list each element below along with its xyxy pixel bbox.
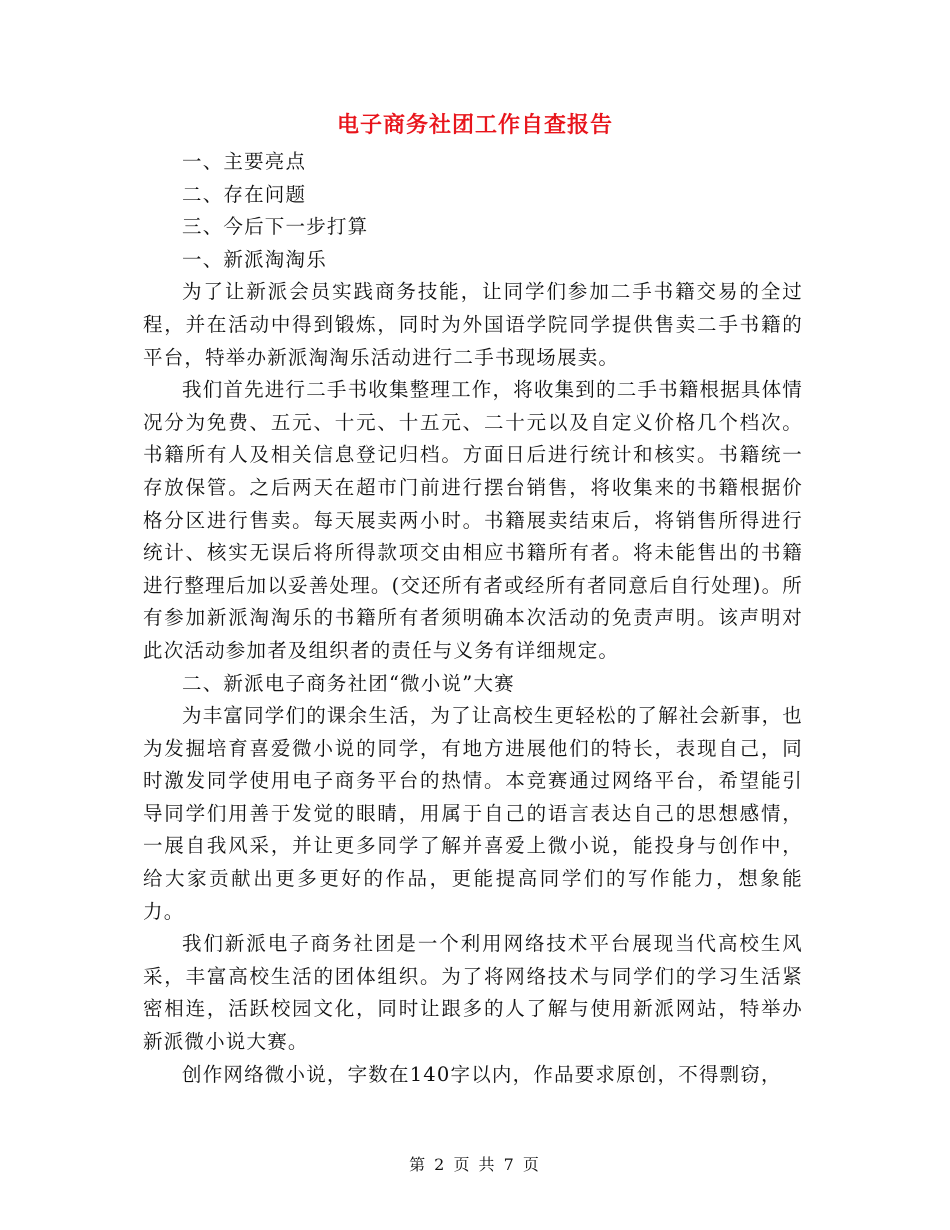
document-title: 电子商务社团工作自查报告 — [336, 112, 613, 138]
outline-item: 一、主要亮点 — [182, 150, 307, 173]
outline-item: 二、存在问题 — [182, 182, 307, 206]
outline-item: 三、今后下一步打算 — [182, 215, 369, 239]
page-footer — [0, 1153, 950, 1177]
body-paragraph: 我们新派电子商务社团是一个利用网络技术平台展现当代高校生风采，丰富高校生活的团体组织。为了将网络技术与同学们的学习生活紧密相连，活跃校园文化，同时让跟多的人了解与使用新派网站，特举办新派微小说大赛。 — [143, 932, 803, 1054]
section-heading: 二、新派电子商务社团“微小说”大赛 — [182, 671, 515, 695]
document-body — [143, 146, 803, 1091]
section-heading: 一、新派淘淘乐 — [182, 247, 327, 271]
body-paragraph: 为了让新派会员实践商务技能，让同学们参加二手书籍交易的全过程，并在活动中得到锻炼，同时为外国语学院同学提供售卖二手书籍的平台，特举办新派淘淘乐活动进行二手书现场展卖。 — [143, 280, 803, 369]
body-paragraph: 创作网络微小说，字数在140字以内，作品要求原创，不得剽窃， — [182, 1062, 782, 1086]
body-paragraph: 我们首先进行二手书收集整理工作，将收集到的二手书籍根据具体情况分为免费、五元、十元、十五元、二十元以及自定义价格几个档次。书籍所有人及相关信息登记归档。方面日后进行统计和核实。书籍统一存放保管。之后两天在超市门前进行摆台销售，将收集来的书籍根据价格分区进行售卖。每天展卖两小时。书籍展卖结束后，将销售所得进行统计、核实无误后将所得款项交由相应书籍所有者。将未能售出的书籍进行整理后加以妥善处理。(交还所有者或经所有者同意后自行处理)。所有参加新派淘淘乐的书籍所有者须明确本次活动的免责声明。该声明对此次活动参加者及组织者的责任与义务有详细规定。 — [143, 378, 804, 662]
body-paragraph: 为丰富同学们的课余生活，为了让高校生更轻松的了解社会新事，也为发掘培育喜爱微小说的同学，有地方进展他们的特长，表现自己，同时激发同学使用电子商务平台的热情。本竞赛通过网络平台，希望能引导同学们用善于发觉的眼睛，用属于自己的语言表达自己的思想感情，一展自我风采，并让更多同学了解并喜爱上微小说，能投身与创作中，给大家贡献出更多更好的作品，更能提高同学们的写作能力，想象能力。 — [143, 704, 804, 923]
page-number: 第 2 页 共 7 页 — [409, 1155, 541, 1174]
